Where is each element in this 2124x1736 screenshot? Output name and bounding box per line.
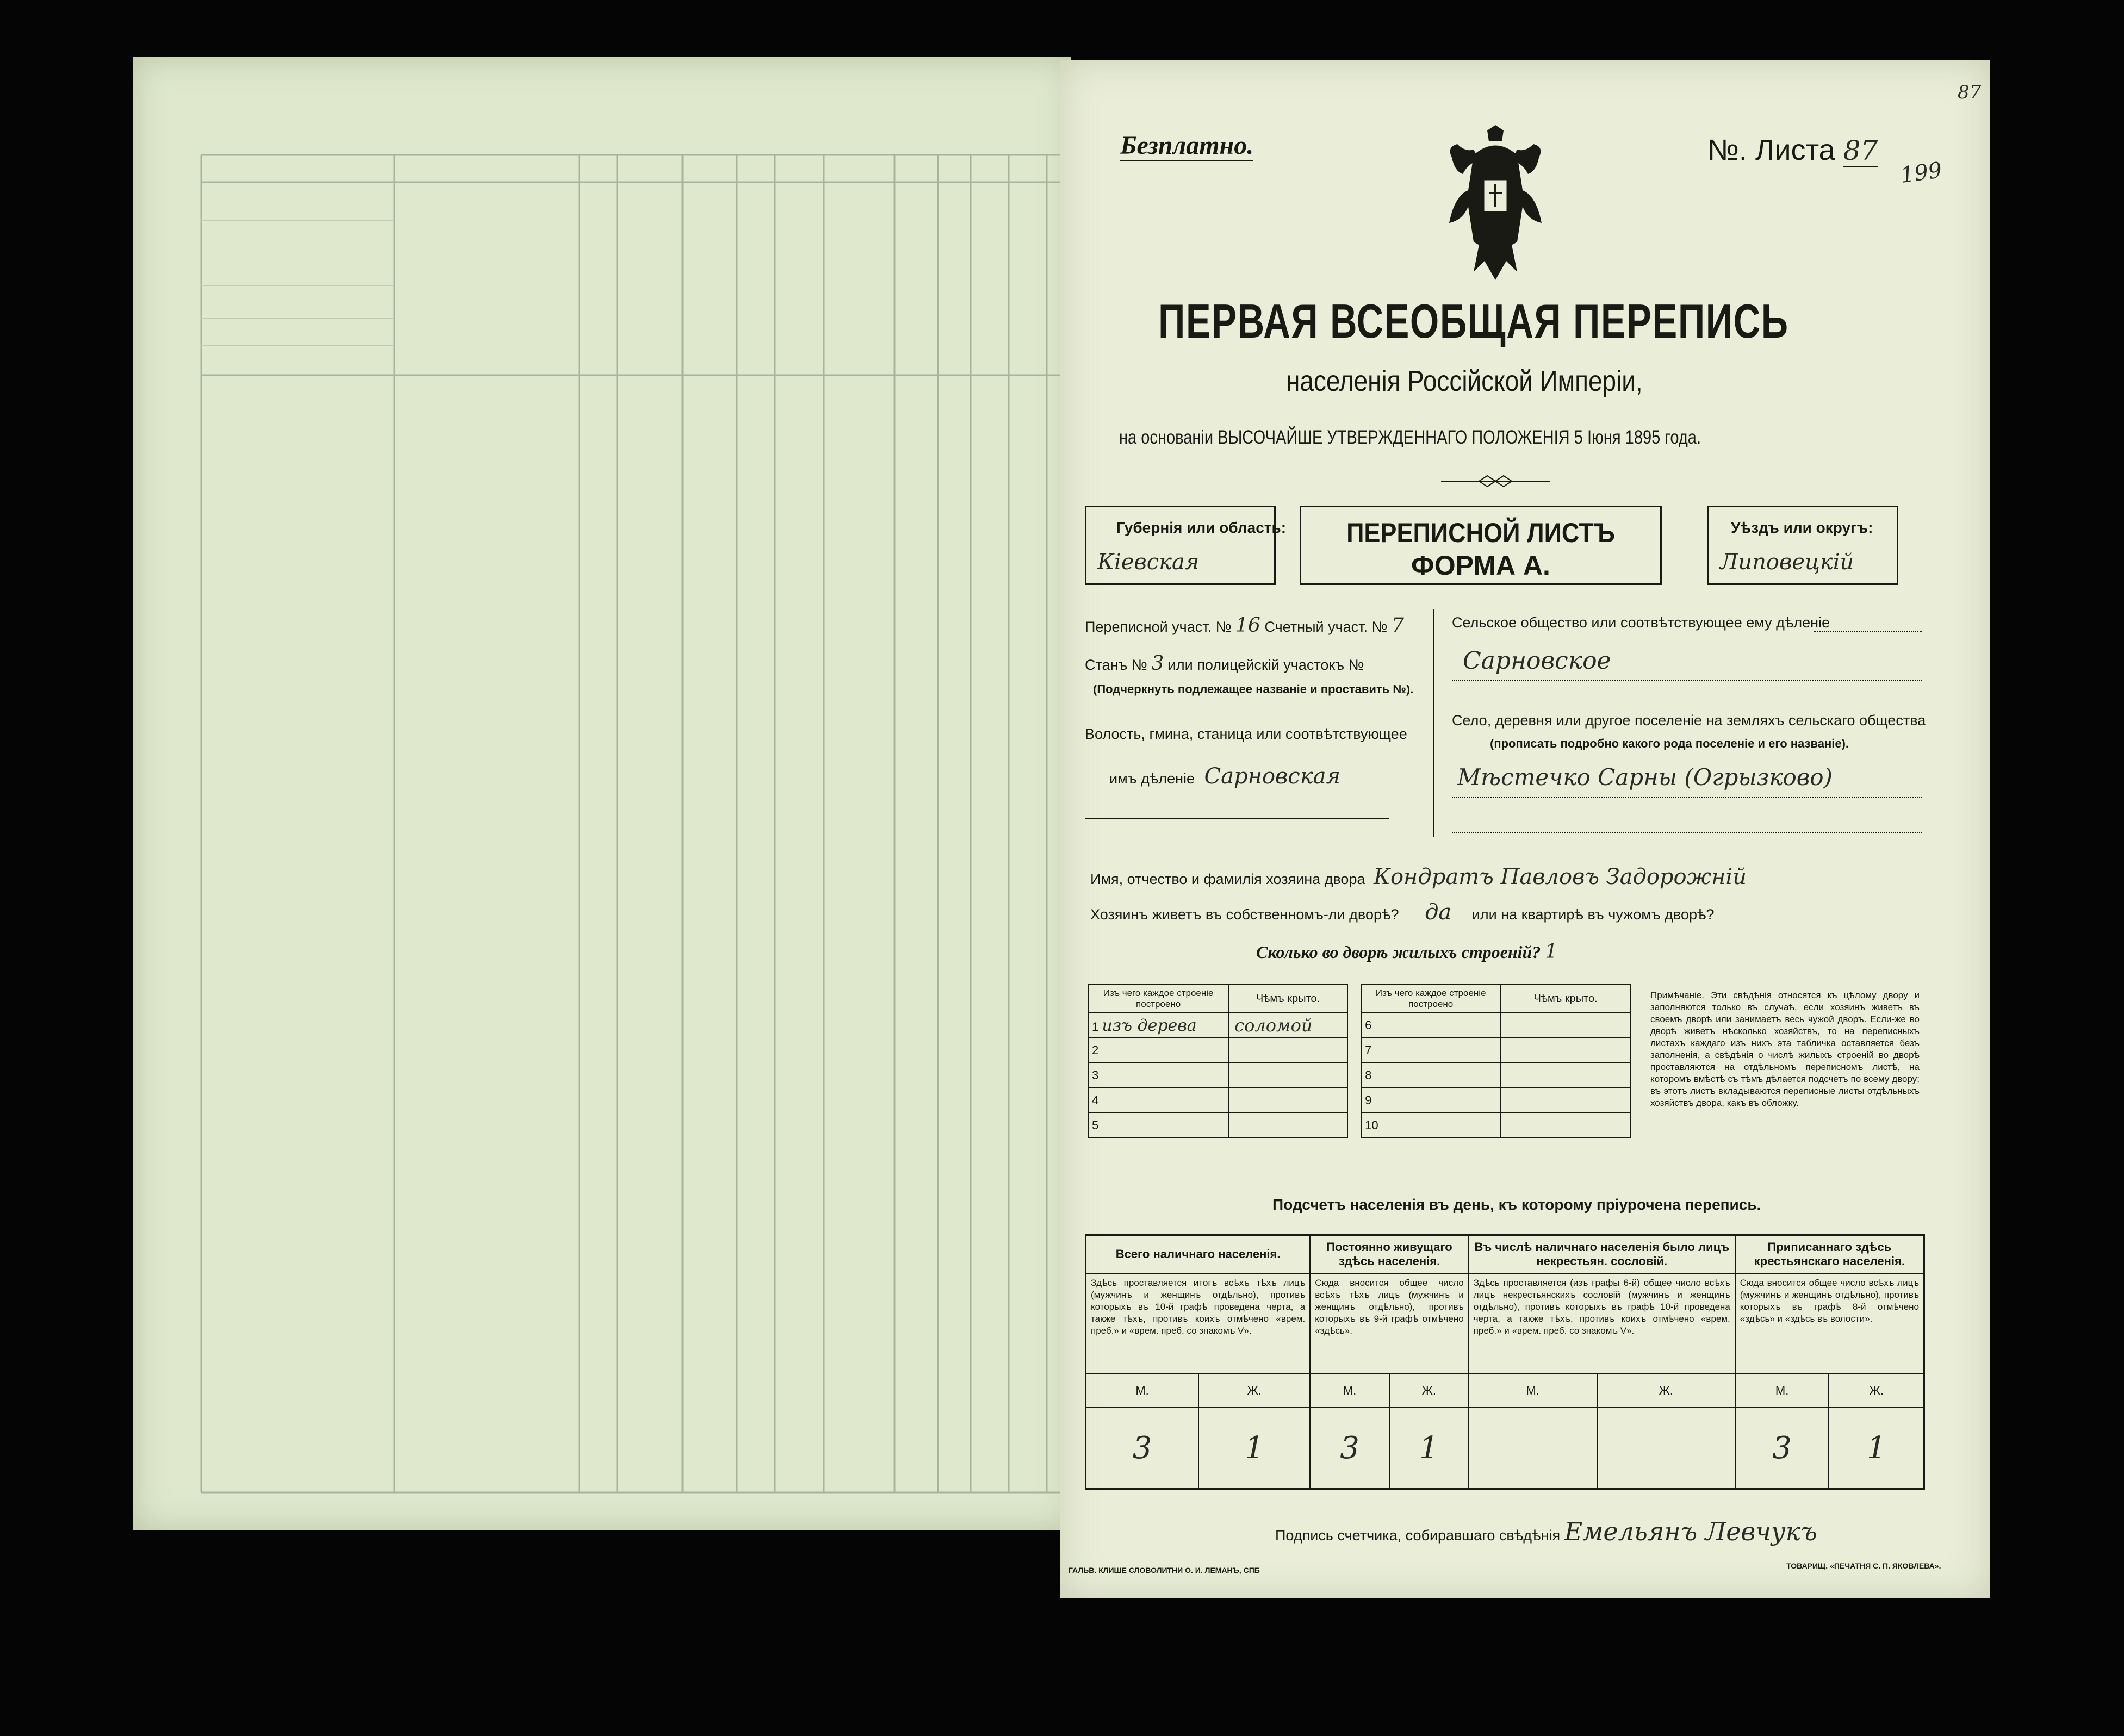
- camp-label: Станъ №: [1085, 657, 1147, 673]
- row-number: 2: [1088, 1038, 1228, 1063]
- male-label: М.: [1735, 1374, 1829, 1408]
- ornament-divider: [1441, 473, 1550, 489]
- front-page: [1060, 60, 1990, 1598]
- own-yard-field: [1090, 900, 1715, 925]
- col-desc: Здѣсь проставляется итогъ всѣхъ тѣхъ лицъ (мужчинъ и женщинъ отдѣльно), противъ которыхъ въ 10-й графѣ проведена черта, а также тѣхъ, противъ коихъ отмѣчено «врем. преб.» и «врем. преб. со знакомъ V».: [1086, 1273, 1311, 1374]
- building-roof: соломой: [1228, 1013, 1347, 1038]
- location-divider: [1433, 609, 1434, 837]
- table-row: [1088, 1113, 1631, 1138]
- form-title-box: [1300, 506, 1662, 585]
- col-roof-right: Чѣмъ крыто.: [1500, 985, 1631, 1013]
- archive-number: 199: [1899, 157, 1944, 189]
- female-label: Ж.: [1198, 1374, 1310, 1408]
- table-row: [1088, 1038, 1631, 1063]
- census-area-label: Переписной участ. №: [1085, 619, 1232, 635]
- main-title: ПЕРВАЯ ВСЕОБЩАЯ ПЕРЕПИСЬ: [1158, 294, 1789, 348]
- row-number: 6: [1361, 1013, 1500, 1038]
- row-number: 4: [1088, 1088, 1228, 1113]
- col-head: Постоянно живущаго здѣсь населенія.: [1310, 1235, 1468, 1273]
- female-count: 1: [1829, 1408, 1924, 1489]
- female-count: 1: [1198, 1408, 1310, 1489]
- male-label: М.: [1469, 1374, 1597, 1408]
- col-desc: Здѣсь проставляется (изъ графы 6-й) общее число всѣхъ лицъ некрестьянскихъ сословій (мужчинъ и женщинъ отдѣльно), противъ которыхъ въ графѣ 10-й проведена черта, а также тѣхъ, противъ коихъ отмѣчено «врем. преб.» и «врем. преб. со знакомъ V».: [1469, 1273, 1735, 1374]
- male-count: 3: [1086, 1408, 1199, 1489]
- owner-name-value: Кондратъ Павловъ Задорожній: [1374, 864, 1747, 889]
- basis-line: на основаніи ВЫСОЧАЙШЕ УТВЕРЖДЕННАГО ПОЛОЖЕНІЯ 5 Іюня 1895 года.: [1119, 427, 1701, 448]
- male-label: М.: [1086, 1374, 1199, 1408]
- buildings-field: [1256, 941, 1557, 963]
- col-head: Приписаннаго здѣсь крестьянскаго населенія.: [1735, 1235, 1924, 1273]
- buildings-label: Сколько во дворѣ жилыхъ строеній?: [1256, 942, 1541, 962]
- count-area-label: Счетный участ. №: [1264, 619, 1388, 635]
- corner-number: 87: [1958, 82, 1982, 103]
- subtitle: населенія Россійской Имперіи,: [1286, 365, 1643, 397]
- volost-label-1: Волость, гмина, станица или соотвѣтствующее: [1085, 726, 1407, 742]
- free-label: Безплатно.: [1120, 130, 1253, 161]
- female-label: Ж.: [1389, 1374, 1469, 1408]
- col-roof-left: Чѣмъ крыто.: [1228, 985, 1347, 1013]
- signature-field: [1275, 1517, 1817, 1546]
- female-label: Ж.: [1597, 1374, 1735, 1408]
- table-row: [1088, 1013, 1631, 1038]
- footer-left: ГАЛЬВ. КЛИШЕ СЛОВОЛИТНИ О. И. ЛЕМАНЪ, СПБ: [1069, 1566, 1260, 1575]
- village-label: Село, деревня или другое поселеніе на земляхъ сельскаго общества: [1452, 712, 1926, 729]
- male-count: 3: [1735, 1408, 1829, 1489]
- form-title-1: ПЕРЕПИСНОЙ ЛИСТЪ: [1346, 518, 1615, 548]
- col-head: Всего наличнаго населенія.: [1086, 1235, 1311, 1273]
- population-count-table: [1085, 1234, 1925, 1490]
- sheet-number-label: №. Листа: [1707, 134, 1835, 166]
- census-area-value: 16: [1235, 614, 1260, 637]
- village-line: [1452, 797, 1922, 798]
- police-label: или полицейскій участокъ №: [1167, 657, 1364, 673]
- volost-value: Сарновская: [1204, 764, 1340, 789]
- census-area-field: [1085, 614, 1404, 637]
- female-count: [1597, 1408, 1735, 1489]
- rent-label: или на квартирѣ въ чужомъ дворѣ?: [1471, 906, 1715, 923]
- camp-value: 3: [1151, 652, 1164, 675]
- own-yard-value: да: [1425, 900, 1452, 925]
- buildings-value: 1: [1545, 941, 1558, 963]
- province-value: Кіевская: [1097, 550, 1200, 575]
- society-label: Сельское общество или соотвѣтствующее ему дѣленіе: [1452, 614, 1830, 631]
- row-number: 8: [1361, 1063, 1500, 1088]
- row-number: 9: [1361, 1088, 1500, 1113]
- owner-name-label: Имя, отчество и фамилія хозяина двора: [1090, 871, 1365, 887]
- male-count: 3: [1310, 1408, 1389, 1489]
- village-value: Мѣстечко Сарны (Огрызково): [1457, 764, 1833, 791]
- building-material: изъ дерева: [1102, 1016, 1197, 1035]
- table-row: [1088, 1088, 1631, 1113]
- row-number: 3: [1088, 1063, 1228, 1088]
- province-label: Губернія или область:: [1116, 519, 1287, 536]
- count-area-value: 7: [1392, 614, 1404, 637]
- row-number: 7: [1361, 1038, 1500, 1063]
- camp-field: [1085, 652, 1364, 675]
- village-note: (прописать подробно какого рода поселеніе и его названіе).: [1490, 737, 1849, 750]
- society-line: [1814, 631, 1922, 632]
- back-page-grid: [133, 57, 1071, 1530]
- col-material-right: Изъ чего каждое строеніе построено: [1361, 985, 1500, 1013]
- signature-value: Емельянъ Левчукъ: [1564, 1517, 1817, 1546]
- male-count: [1469, 1408, 1597, 1489]
- owner-name-field: [1090, 864, 1747, 889]
- sheet-number-value: 87: [1843, 135, 1878, 166]
- form-title-2: ФОРМА А.: [1411, 550, 1550, 581]
- society-value: Сарновское: [1463, 647, 1611, 675]
- volost-label-2: имъ дѣленіе: [1109, 770, 1195, 787]
- row-number: 10: [1361, 1113, 1500, 1138]
- sheet-number-field: [1707, 133, 1878, 167]
- volost-field: [1109, 764, 1340, 789]
- table-row: [1088, 1063, 1631, 1088]
- female-count: 1: [1389, 1408, 1469, 1489]
- buildings-note: Примѣчаніе. Эти свѣдѣнія относятся къ цѣлому двору и заполняются только въ случаѣ, если хозяинъ живетъ въ своемъ дворѣ или занимаетъ весь чужой дворъ. Если-же во дворѣ живетъ нѣсколько хозяйствъ, то на переписныхъ листахъ каждаго изъ нихъ эта табличка оставляется безъ заполненія, а свѣдѣнія о числѣ жилыхъ строеній во дворѣ проставляются на отдѣльномъ переписномъ листѣ, на которомъ вмѣстѣ съ тѣмъ дѣлается подсчетъ по всему двору; въ этотъ листъ вкладываются переписные листы отдѣльныхъ хозяйствъ двора, какъ въ обложку.: [1650, 990, 1920, 1108]
- back-page: [133, 57, 1071, 1530]
- footer-right: ТОВАРИЩ. «ПЕЧАТНЯ С. П. ЯКОВЛЕВА».: [1786, 1561, 1941, 1570]
- underline-note: (Подчеркнуть подлежащее названіе и проставить №).: [1093, 682, 1414, 696]
- volost-extra-line: [1085, 818, 1389, 819]
- male-label: М.: [1310, 1374, 1389, 1408]
- own-yard-label: Хозяинъ живетъ въ собственномъ-ли дворѣ?: [1090, 906, 1399, 923]
- count-table-title: Подсчетъ населенія въ день, къ которому пріурочена перепись.: [1272, 1196, 1761, 1213]
- district-label: Уѣздъ или округъ:: [1731, 519, 1873, 536]
- col-desc: Сюда вносится общее число всѣхъ лицъ (мужчинъ и женщинъ отдѣльно), противъ которыхъ въ графѣ 8-й отмѣчено «здѣсь» и «здѣсь въ волости».: [1735, 1273, 1924, 1374]
- village-line-2: [1452, 832, 1922, 833]
- col-desc: Сюда вносится общее число всѣхъ тѣхъ лицъ (мужчинъ и женщинъ отдѣльно), противъ которыхъ въ 9-й графѣ отмѣчено «здѣсь».: [1310, 1273, 1468, 1374]
- female-label: Ж.: [1829, 1374, 1924, 1408]
- row-number: 1: [1092, 1019, 1099, 1034]
- col-head: Въ числѣ наличнаго населенія было лицъ некрестьян. сословій.: [1469, 1235, 1735, 1273]
- double-headed-eagle-emblem: [1441, 125, 1550, 283]
- signature-label: Подпись счетчика, собиравшаго свѣдѣнія: [1275, 1527, 1561, 1544]
- buildings-table: [1088, 984, 1631, 1138]
- row-number: 5: [1088, 1113, 1228, 1138]
- col-material-left: Изъ чего каждое строеніе построено: [1088, 985, 1228, 1013]
- district-box: [1707, 506, 1898, 585]
- society-line-2: [1452, 680, 1922, 681]
- district-value: Липовецкій: [1720, 550, 1854, 575]
- province-box: [1085, 506, 1287, 585]
